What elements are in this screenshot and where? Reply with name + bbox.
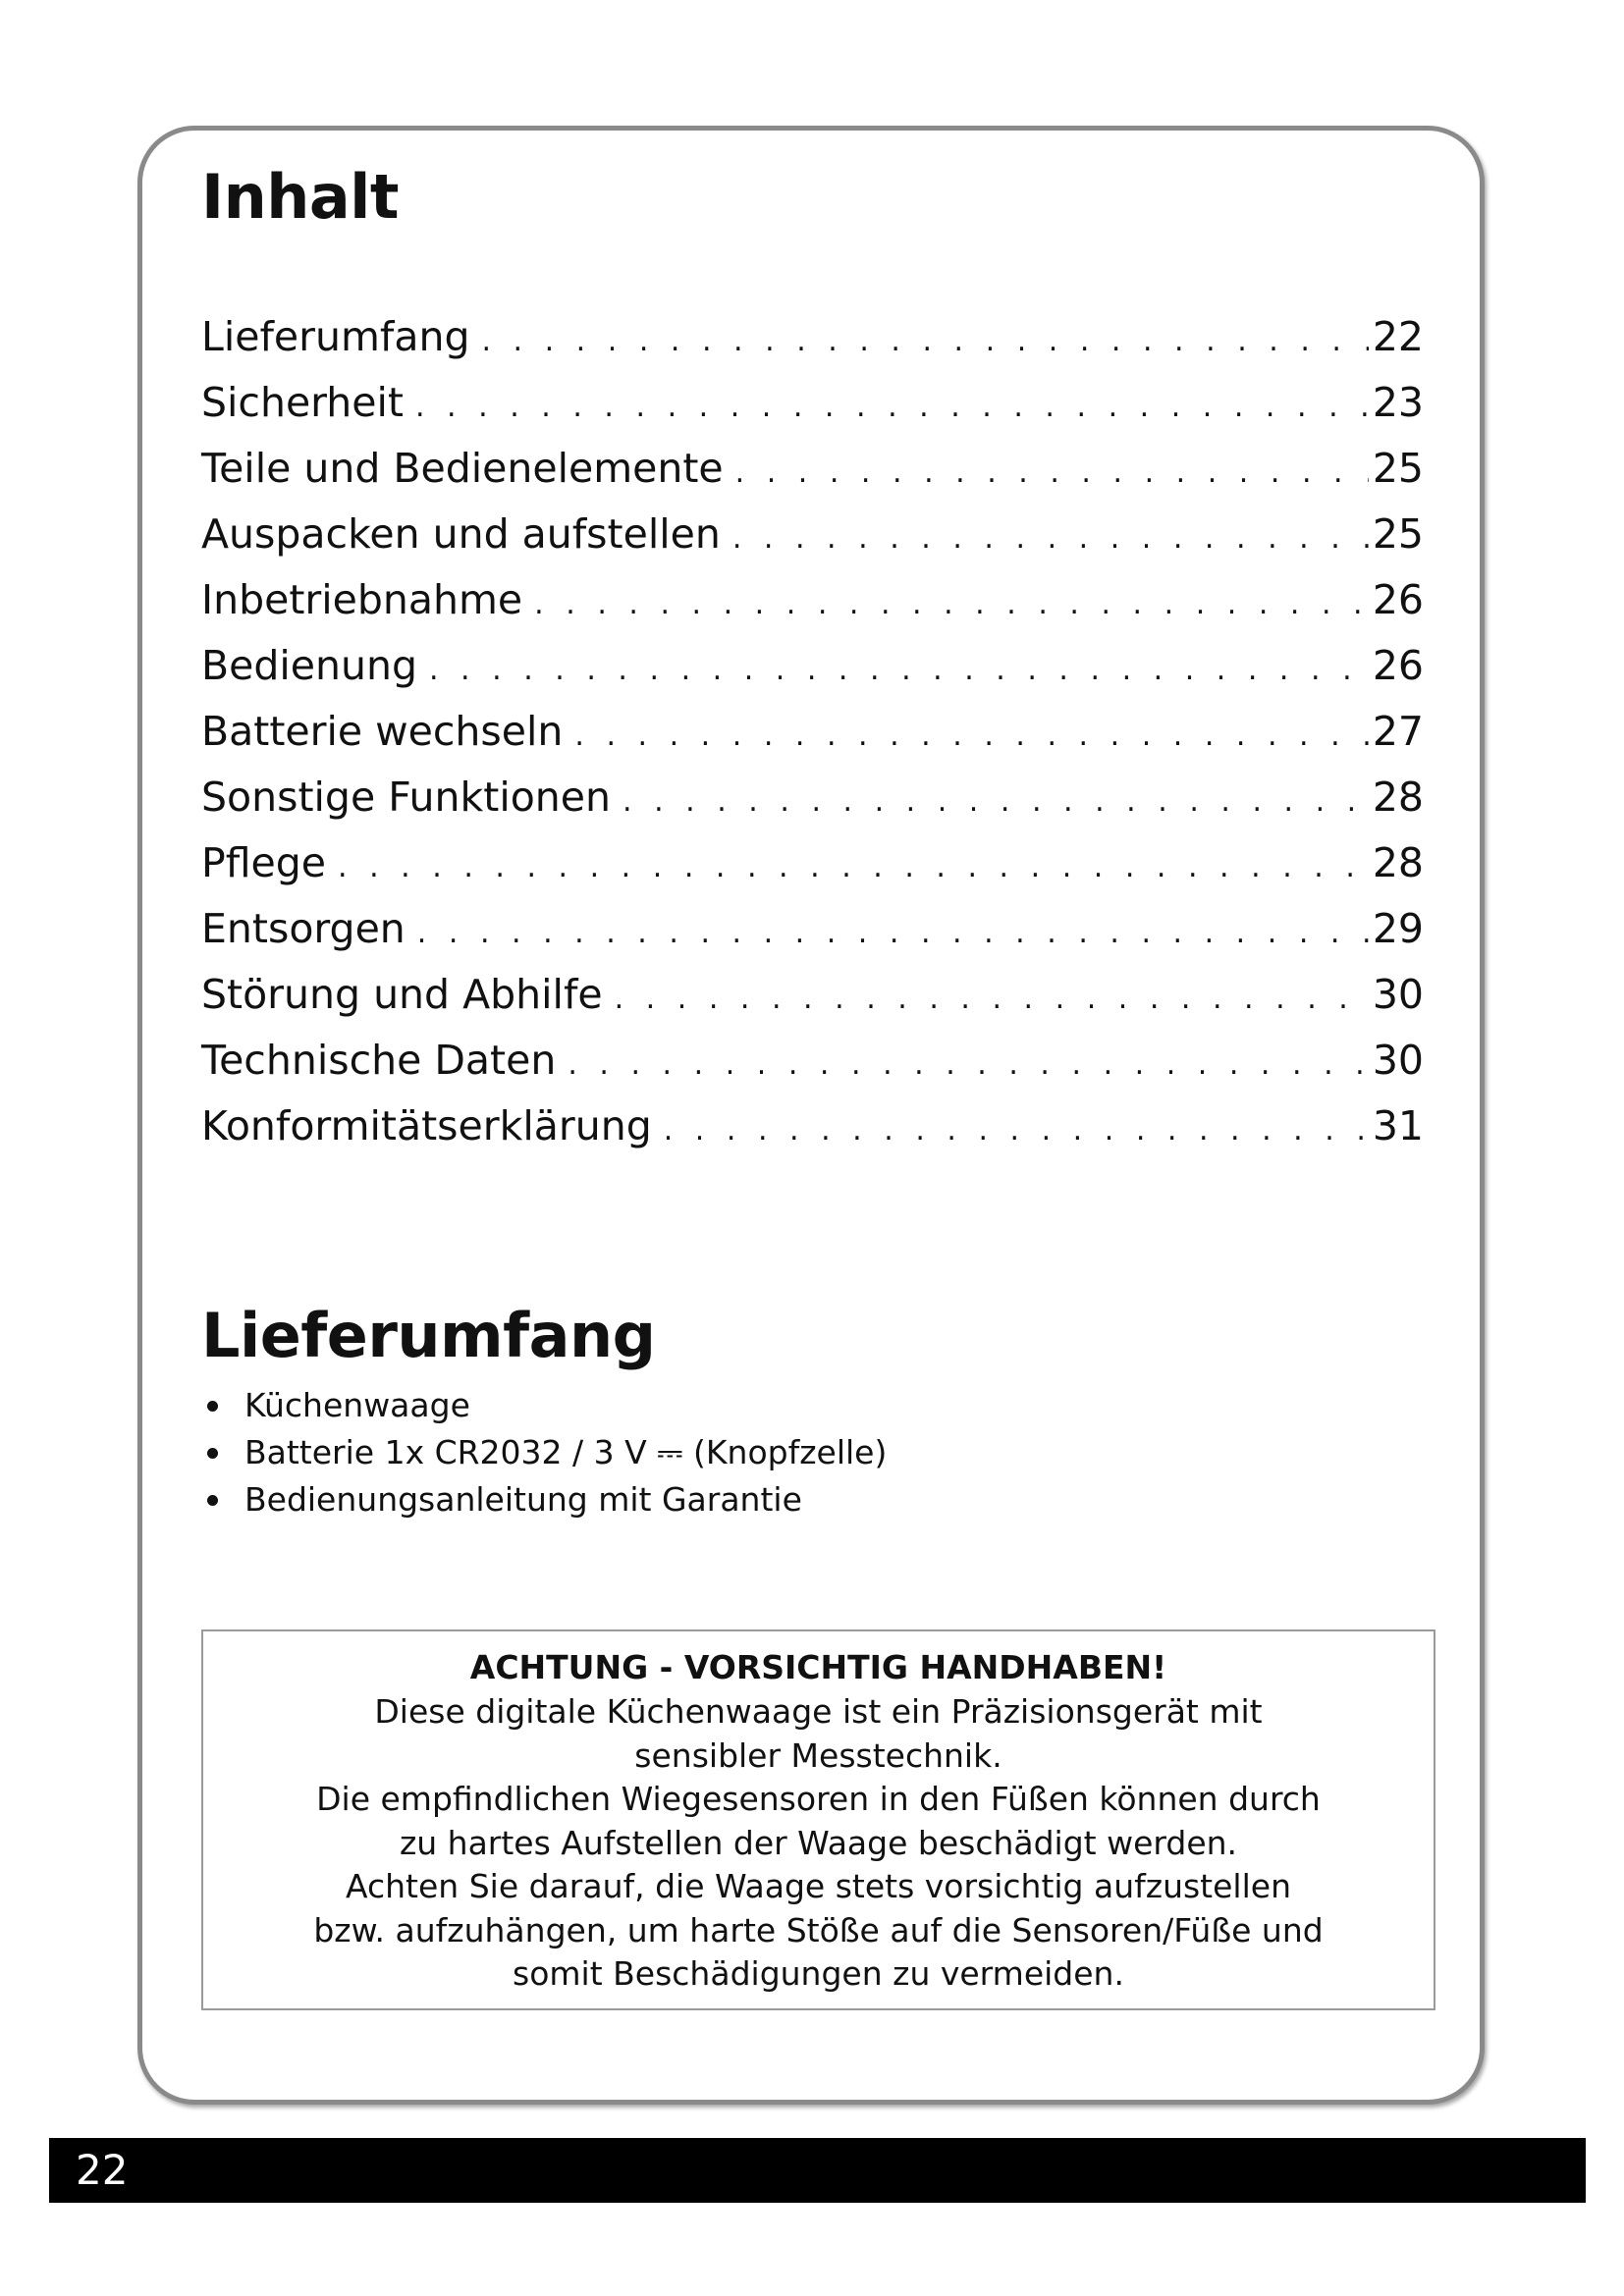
delivery-title: Lieferumfang: [201, 1300, 656, 1371]
toc-dot-leader: [574, 703, 1368, 769]
toc-label: Pflege: [201, 839, 327, 886]
warning-line: bzw. aufzuhängen, um harte Stöße auf die Sensoren/Füße und: [313, 1910, 1324, 1949]
warning-line: somit Beschädigungen zu vermeiden.: [513, 1954, 1124, 1993]
toc-label: Konformitätserklärung: [201, 1102, 652, 1149]
toc-entry[interactable]: [201, 502, 1424, 567]
warning-title: ACHTUNG - VORSICHTIG HANDHABEN!: [469, 1648, 1167, 1686]
list-item: [201, 1476, 887, 1523]
toc-page: 27: [1372, 708, 1424, 755]
toc-label: Sicherheit: [201, 379, 404, 426]
toc-page: 23: [1372, 379, 1424, 426]
toc-label: Entsorgen: [201, 905, 406, 952]
toc-dot-leader: [338, 834, 1369, 900]
toc-label: Technische Daten: [201, 1037, 557, 1084]
toc-entry[interactable]: [201, 1094, 1424, 1159]
toc-page: 29: [1372, 905, 1424, 952]
toc-label: Bedienung: [201, 642, 417, 689]
bullet-icon: [207, 1495, 218, 1506]
toc-page: 30: [1372, 1037, 1424, 1084]
warning-box: [201, 1629, 1435, 2010]
list-item-text: Küchenwaage: [244, 1386, 470, 1424]
delivery-list: [201, 1382, 887, 1523]
warning-line: Die empfindlichen Wiegesensoren in den Füßen können durch: [316, 1780, 1321, 1818]
toc-entry[interactable]: [201, 436, 1424, 502]
toc-entry[interactable]: [201, 370, 1424, 436]
toc-dot-leader: [568, 1032, 1368, 1097]
toc-dot-leader: [623, 769, 1369, 834]
list-item: [201, 1429, 887, 1476]
footer-bar: [49, 2138, 1586, 2203]
toc-label: Teile und Bedienelemente: [201, 445, 724, 492]
list-item-text: Batterie 1x CR2032 / 3 V ⎓ (Knopfzelle): [244, 1433, 888, 1471]
toc-label: Lieferumfang: [201, 313, 470, 360]
toc-dot-leader: [735, 440, 1369, 506]
toc-dot-leader: [732, 506, 1369, 571]
toc-dot-leader: [415, 374, 1369, 440]
toc-page: 30: [1372, 971, 1424, 1018]
page-number: 22: [76, 2146, 129, 2194]
toc-label: Batterie wechseln: [201, 708, 564, 755]
toc-label: Sonstige Funktionen: [201, 774, 612, 821]
warning-line: sensibler Messtechnik.: [634, 1735, 1002, 1775]
bullet-icon: [207, 1401, 218, 1412]
toc-entry[interactable]: [201, 699, 1424, 765]
toc-entry[interactable]: [201, 633, 1424, 699]
toc-page: 26: [1372, 576, 1424, 623]
toc-page: 22: [1372, 313, 1424, 360]
toc-dot-leader: [534, 571, 1369, 637]
contents-title: Inhalt: [201, 161, 400, 233]
toc-label: Auspacken und aufstellen: [201, 510, 721, 558]
toc-entry[interactable]: [201, 830, 1424, 896]
toc-label: Störung und Abhilfe: [201, 971, 603, 1018]
toc-page: 25: [1372, 510, 1424, 558]
toc-page: 26: [1372, 642, 1424, 689]
table-of-contents: [201, 304, 1424, 1159]
toc-page: 31: [1372, 1102, 1424, 1149]
warning-line: Achten Sie darauf, die Waage stets vorsichtig aufzustellen: [346, 1867, 1291, 1905]
toc-page: 28: [1372, 774, 1424, 821]
toc-dot-leader: [429, 637, 1369, 703]
toc-dot-leader: [615, 966, 1369, 1032]
toc-entry[interactable]: [201, 1028, 1424, 1094]
toc-dot-leader: [417, 900, 1369, 966]
toc-page: 25: [1372, 445, 1424, 492]
toc-dot-leader: [664, 1097, 1369, 1163]
warning-line: Diese digitale Küchenwaage ist ein Präzisionsgerät mit: [374, 1692, 1263, 1731]
toc-entry[interactable]: [201, 765, 1424, 830]
toc-entry[interactable]: [201, 896, 1424, 962]
bullet-icon: [207, 1448, 218, 1459]
warning-line: zu hartes Aufstellen der Waage beschädigt werden.: [399, 1823, 1238, 1862]
toc-entry[interactable]: [201, 304, 1424, 370]
toc-label: Inbetriebnahme: [201, 576, 523, 623]
toc-dot-leader: [481, 308, 1368, 374]
toc-entry[interactable]: [201, 962, 1424, 1028]
list-item-text: Bedienungsanleitung mit Garantie: [244, 1480, 802, 1519]
list-item: [201, 1382, 887, 1429]
toc-entry[interactable]: [201, 567, 1424, 633]
toc-page: 28: [1372, 839, 1424, 886]
